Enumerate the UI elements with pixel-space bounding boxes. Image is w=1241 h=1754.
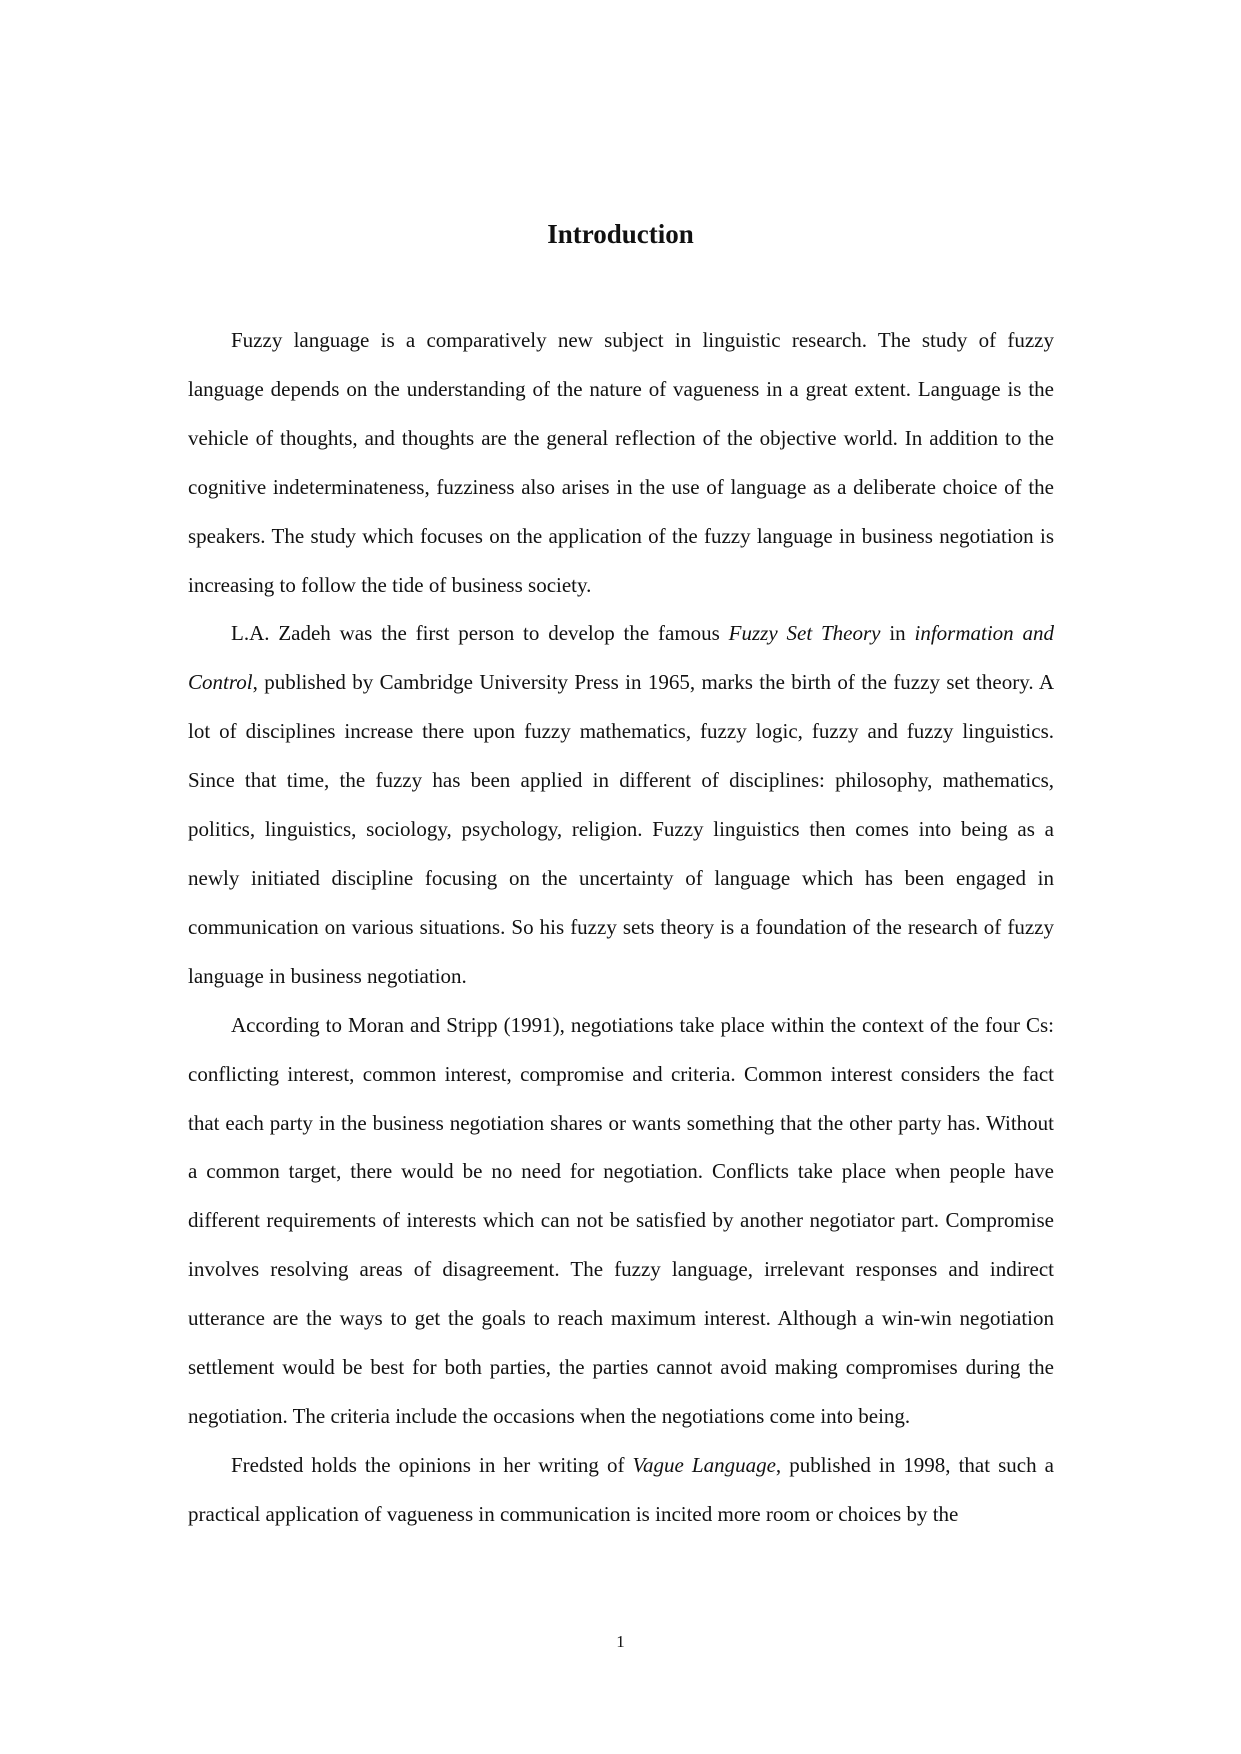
paragraph-text: L.A. Zadeh was the first person to develop the famous	[231, 621, 729, 646]
page-number: 1	[616, 1632, 625, 1651]
paragraph-text: Fredsted holds the opinions in her writing of	[231, 1452, 633, 1477]
paragraph-text: in	[880, 621, 915, 646]
paragraph-text: According to Moran and Stripp (1991), negotiations take place within the context of the four Cs: conflicting interest, common interest, compromise and criteria. Common interest considers the fact that each party in the business negotiation shares or wants something that the other party has. Without a common target, there would be no need for negotiation. Conflicts take place when people have different requirements of interests which can not be satisfied by another negotiator part. Compromise involves resolving areas of disagreement. The fuzzy language, irrelevant responses and indirect utterance are the ways to get the goals to reach maximum interest. Although a win-win negotiation settlement would be best for both parties, the parties cannot avoid making compromises during the negotiation. The criteria include the occasions when the negotiations come into being.	[188, 1012, 1054, 1428]
paragraph-zadeh	[188, 609, 1054, 1000]
paragraph-text: Fuzzy language is a comparatively new subject in linguistic research. The study of fuzzy language depends on the understanding of the nature of vagueness in a great extent. Language is the vehicle of thoughts, and thoughts are the general reflection of the objective world. In addition to the cognitive indeterminateness, fuzziness also arises in the use of language as a deliberate choice of the speakers. The study which focuses on the application of the fuzzy language in business negotiation is increasing to follow the tide of business society.	[188, 328, 1054, 597]
paragraph-moran-stripp	[188, 1001, 1054, 1441]
work-title-fuzzy-set-theory: Fuzzy Set Theory	[728, 621, 881, 646]
paragraph-text: , published by Cambridge University Press in 1965, marks the birth of the fuzzy set theory. A lot of disciplines increase there upon fuzzy mathematics, fuzzy logic, fuzzy and fuzzy linguistics. Since that time, the fuzzy has been applied in different of disciplines: philosophy, mathematics, politics, linguistics, sociology, psychology, religion. Fuzzy linguistics then comes into being as a newly initiated discipline focusing on the uncertainty of language which has been engaged in communication on various situations. So his fuzzy sets theory is a foundation of the research of fuzzy language in business negotiation.	[188, 670, 1054, 988]
paragraph-fuzzy-language-intro	[188, 316, 1054, 609]
page-title: Introduction	[547, 219, 694, 249]
publication-title-information-and-control: information and Control	[188, 621, 1054, 695]
document-body	[188, 316, 1054, 1539]
paragraph-fredsted	[188, 1441, 1054, 1539]
work-title-vague-language: Vague Language	[632, 1452, 776, 1477]
paragraph-text: , published in 1998, that such a practical application of vagueness in communication is incited more room or choices by the	[188, 1452, 1054, 1526]
